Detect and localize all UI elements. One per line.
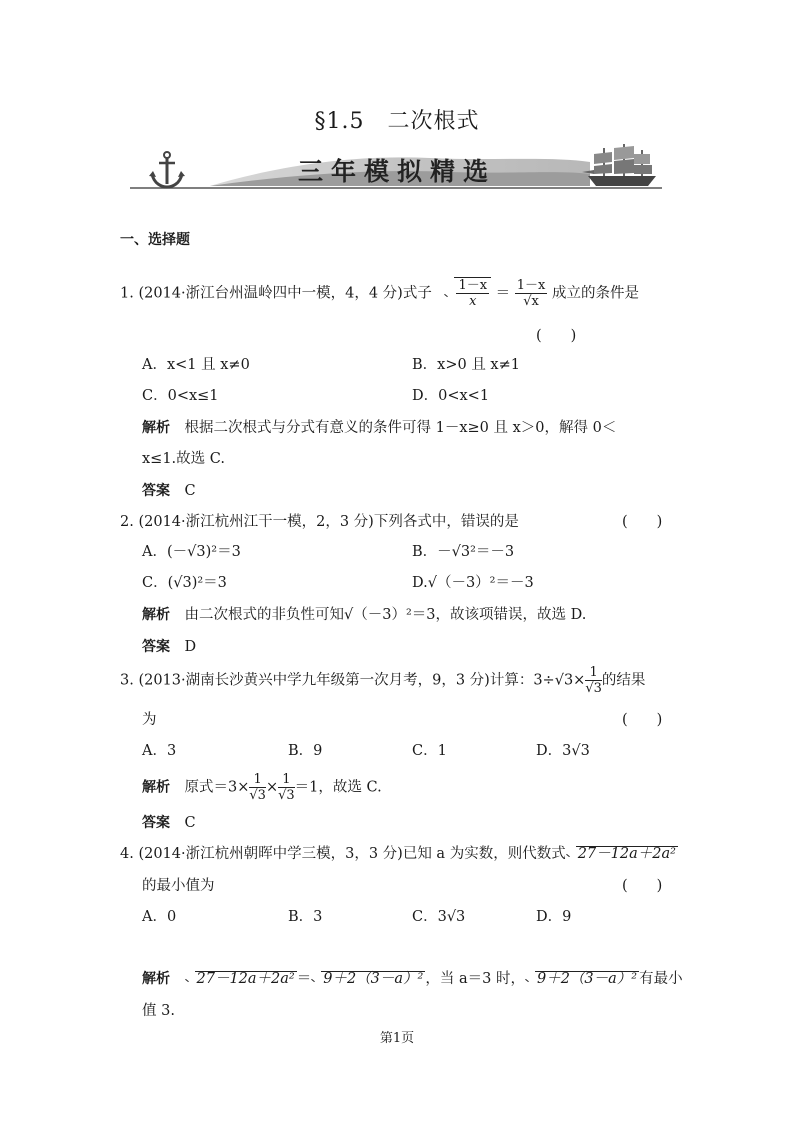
banner-title: 三年模拟精选: [297, 157, 496, 186]
q4-analysis-label: 解析: [142, 971, 170, 987]
q3-stem-b: 的结果: [601, 672, 646, 689]
q1-frac: $\frac{1-x}{√x}$: [516, 278, 546, 309]
q4-option-b: B．3: [288, 909, 323, 925]
q2-paren: ( ): [622, 514, 663, 530]
q4-option-c: C．3√3: [412, 909, 466, 925]
q4-option-a: A．0: [142, 909, 177, 925]
q1-stem-a: 1. (2014·浙江台州温岭四中一模，4，4 分)式子: [120, 285, 432, 302]
q2-option-c: C．(√3)²＝3: [142, 575, 227, 591]
q1-sqrt-frac: $\frac{1-x}{x}$: [444, 277, 491, 309]
q1-answer-value: C: [184, 483, 196, 499]
q2-analysis-label: 解析: [142, 607, 170, 623]
q2-option-b: B．－√3²＝－3: [412, 544, 515, 560]
q1-option-c: C．0<x≤1: [142, 388, 219, 404]
q1-analysis: [142, 416, 616, 437]
q2-option-a: A．(－√3)²＝3: [142, 544, 241, 560]
q4-stem-b: 的最小值为: [142, 878, 215, 894]
q3-stem-c: 为: [142, 712, 157, 728]
q3-option-d: D．3√3: [536, 743, 590, 759]
page-title: §1.5 二次根式: [314, 109, 480, 134]
q4-option-d: D．9: [536, 909, 572, 925]
q2-answer-label: 答案: [142, 639, 170, 655]
q2-answer: [142, 635, 196, 656]
q2-option-d: D.√（－3）²＝－3: [412, 575, 534, 591]
q1-option-d: D．0<x<1: [412, 388, 490, 404]
q3-analysis: 解析 原式＝3× $\frac{1}{√3}$ × $\frac{1}{√3}$ ＝1，故选 C.: [142, 772, 382, 803]
q3-stem: [120, 665, 645, 696]
q3-option-a: A．3: [142, 743, 177, 759]
page-number: 第1页: [379, 1031, 415, 1046]
q3-answer-value: C: [184, 815, 196, 831]
q3-option-b: B．9: [288, 743, 323, 759]
q1-analysis-line2: x≤1.故选 C.: [142, 451, 225, 467]
q4-radical: 27－12a＋2a²: [566, 846, 678, 862]
q3-paren: ( ): [622, 712, 663, 728]
q2-analysis: [142, 603, 586, 624]
q1-option-b: B．x>0 且 x≠1: [412, 357, 520, 373]
q3-stem-a: 3. (2013·湖南长沙黄兴中学九年级第一次月考，9，3 分)计算：3÷√3×: [120, 672, 586, 689]
q4-analysis: 解析 27－12a＋2a² ＝ 9＋2（3－a）² ，当 a＝3 时， 9＋2（3－a）² 有最小: [142, 971, 683, 987]
q4-stem-a: 4. (2014·浙江杭州朝晖中学三模，3，3 分)已知 a 为实数，则代数式: [120, 846, 566, 862]
q3-option-c: C．1: [412, 743, 447, 759]
q2-stem: 2. (2014·浙江杭州江干一模，2，3 分)下列各式中，错误的是: [120, 514, 519, 530]
q3-answer: [142, 811, 196, 832]
q1-stem-b: 成立的条件是: [551, 285, 639, 302]
q4-stem: [120, 842, 678, 863]
q1-analysis-label: 解析: [142, 420, 170, 436]
q3-answer-label: 答案: [142, 815, 170, 831]
q2-answer-value: D: [184, 639, 197, 655]
q1-answer-label: 答案: [142, 483, 170, 499]
q4-analysis-line2: 值 3.: [142, 1003, 175, 1019]
q1-option-a: A．x<1 且 x≠0: [142, 357, 250, 373]
q1-stem: 1. (2014·浙江台州温岭四中一模，4，4 分)式子 $\frac{1-x}{x}$ ＝ $\frac{1-x}{√x}$ 成立的条件是: [120, 278, 639, 309]
q3-frac: $\frac{1}{√3}$: [585, 665, 602, 696]
q1-paren: ( ): [536, 328, 577, 344]
q1-analysis-line1: 根据二次根式与分式有意义的条件可得 1－x≥0 且 x＞0，解得 0＜: [184, 420, 617, 436]
q3-analysis-label: 解析: [142, 779, 170, 796]
q1-answer: [142, 479, 196, 500]
q4-paren: ( ): [622, 878, 663, 894]
section-heading: 一、选择题: [120, 232, 190, 248]
q2-analysis-text: 由二次根式的非负性可知√（－3）²＝3，故该项错误，故选 D.: [184, 607, 587, 623]
